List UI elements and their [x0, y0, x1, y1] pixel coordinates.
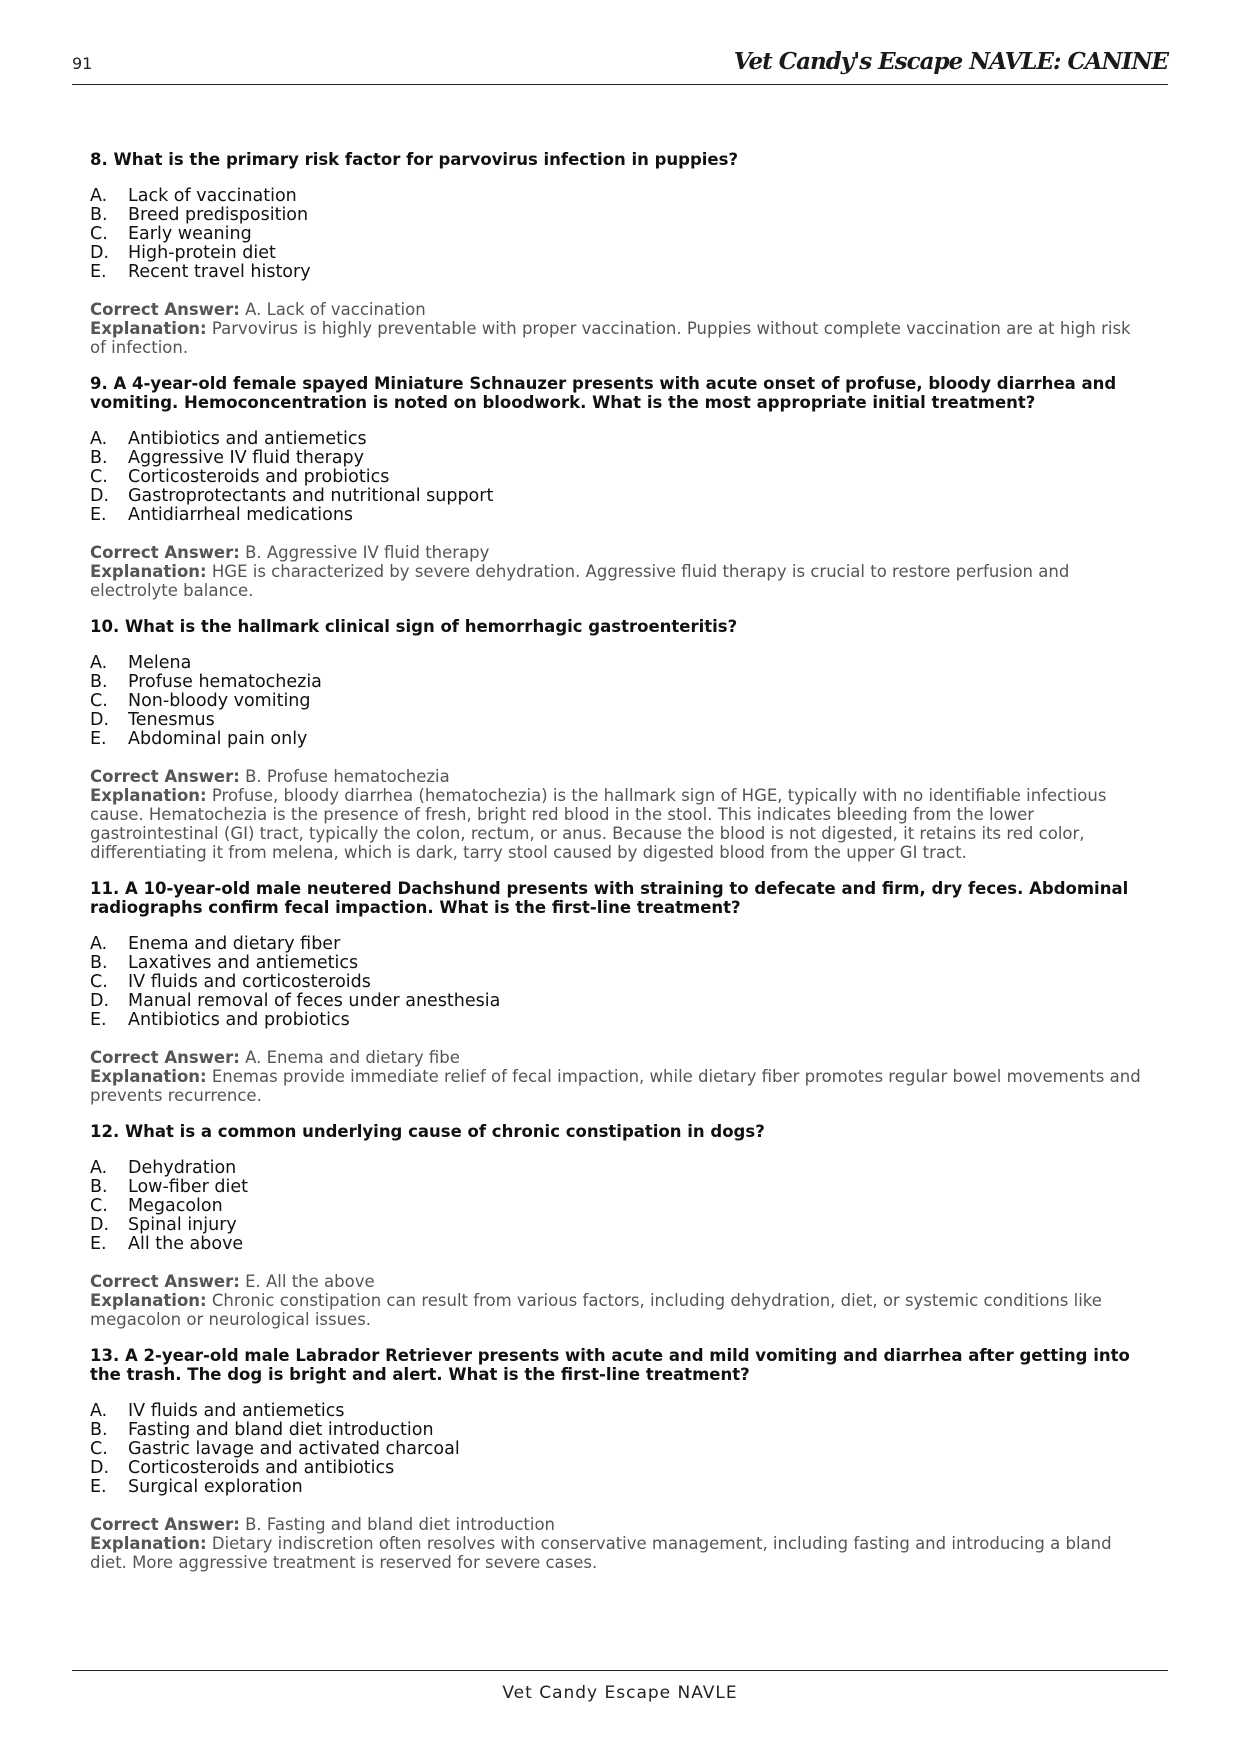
option-letter: A. [90, 934, 108, 954]
option-letter: D. [90, 1458, 110, 1478]
option-letter: C. [90, 1439, 108, 1459]
answer-options [90, 935, 1150, 1030]
explanation-text: HGE is characterized by severe dehydration. Aggressive fluid therapy is crucial to restore perfusion and electrolyte balance. [90, 562, 1070, 600]
option-a [90, 654, 1150, 673]
question-12 [90, 1122, 1150, 1329]
option-letter: D. [90, 991, 110, 1011]
page-header [72, 44, 1168, 85]
option-text: Abdominal pain only [128, 729, 308, 749]
option-text: Breed predisposition [128, 205, 309, 225]
explanation-label: Explanation: [90, 562, 207, 581]
option-letter: E. [90, 1234, 107, 1254]
question-text: 11. A 10-year-old male neutered Dachshund presents with straining to defecate and firm, dry feces. Abdominal radiographs confirm fecal impaction. What is the first-line treatment? [90, 879, 1129, 917]
option-text: Surgical exploration [128, 1477, 303, 1497]
question-11 [90, 879, 1150, 1105]
option-b [90, 449, 1150, 468]
correct-answer [90, 1515, 1150, 1534]
explanation [90, 1067, 1150, 1105]
explanation-text: Parvovirus is highly preventable with proper vaccination. Puppies without complete vaccination are at high risk of infection. [90, 319, 1131, 357]
option-a [90, 1402, 1150, 1421]
option-text: Laxatives and antiemetics [128, 953, 359, 973]
option-d [90, 711, 1150, 730]
question-list [90, 150, 1150, 1589]
option-letter: E. [90, 1477, 107, 1497]
option-d [90, 992, 1150, 1011]
question-text: 10. What is the hallmark clinical sign of hemorrhagic gastroenteritis? [90, 617, 738, 636]
option-text: Antibiotics and antiemetics [128, 429, 367, 449]
option-b [90, 1421, 1150, 1440]
option-text: Aggressive IV fluid therapy [128, 448, 364, 468]
option-letter: A. [90, 186, 108, 206]
option-letter: B. [90, 205, 108, 225]
option-letter: D. [90, 1215, 110, 1235]
page-footer [72, 1670, 1168, 1703]
option-e [90, 1478, 1150, 1497]
option-text: Non-bloody vomiting [128, 691, 311, 711]
answer-options [90, 1159, 1150, 1254]
question-text: 9. A 4-year-old female spayed Miniature Schnauzer presents with acute onset of profuse, bloody diarrhea and vomiting. Hemoconcentration is noted on bloodwork. What is the most appropriate initial treatment? [90, 374, 1117, 412]
answer-options [90, 187, 1150, 282]
correct-answer-label: Correct Answer: [90, 1272, 240, 1291]
option-text: IV fluids and antiemetics [128, 1401, 345, 1421]
option-text: Low-fiber diet [128, 1177, 249, 1197]
explanation-text: Dietary indiscretion often resolves with conservative management, including fasting and introducing a bland diet. More aggressive treatment is reserved for severe cases. [90, 1534, 1112, 1572]
option-letter: B. [90, 1420, 108, 1440]
option-text: Tenesmus [128, 710, 215, 730]
option-a [90, 935, 1150, 954]
correct-answer [90, 1048, 1150, 1067]
option-b [90, 954, 1150, 973]
correct-answer-text: B. Fasting and bland diet introduction [239, 1515, 556, 1534]
option-letter: A. [90, 1158, 108, 1178]
explanation-text: Profuse, bloody diarrhea (hematochezia) is the hallmark sign of HGE, typically with no identifiable infectious cause. Hematochezia is the presence of fresh, bright red blood in the stool. This indicates bleeding from the lower gastrointestinal (GI) tract, typically the colon, rectum, or anus. Because the blood is not digested, it retains its red color, differentiating it from melena, which is dark, tarry stool caused by digested blood from the upper GI tract. [90, 786, 1107, 862]
correct-answer-text: A. Lack of vaccination [239, 300, 426, 319]
option-e [90, 263, 1150, 282]
option-text: All the above [128, 1234, 244, 1254]
correct-answer-label: Correct Answer: [90, 543, 240, 562]
explanation [90, 1291, 1150, 1329]
explanation-text: Chronic constipation can result from various factors, including dehydration, diet, or systemic conditions like megacolon or neurological issues. [90, 1291, 1102, 1329]
option-letter: D. [90, 486, 110, 506]
option-text: Enema and dietary fiber [128, 934, 341, 954]
explanation-label: Explanation: [90, 786, 207, 805]
correct-answer-text: B. Aggressive IV fluid therapy [239, 543, 490, 562]
correct-answer [90, 767, 1150, 786]
option-e [90, 1011, 1150, 1030]
option-letter: A. [90, 429, 108, 449]
option-text: Dehydration [128, 1158, 237, 1178]
question-9 [90, 374, 1150, 600]
option-d [90, 487, 1150, 506]
correct-answer [90, 300, 1150, 319]
option-b [90, 1178, 1150, 1197]
correct-answer-label: Correct Answer: [90, 1515, 240, 1534]
explanation-label: Explanation: [90, 1067, 207, 1086]
question-text: 8. What is the primary risk factor for parvovirus infection in puppies? [90, 150, 739, 169]
correct-answer-label: Correct Answer: [90, 1048, 240, 1067]
option-text: Gastroprotectants and nutritional support [128, 486, 494, 506]
explanation [90, 1534, 1150, 1572]
option-letter: C. [90, 691, 108, 711]
option-c [90, 973, 1150, 992]
option-text: Antidiarrheal medications [128, 505, 354, 525]
option-letter: E. [90, 505, 107, 525]
option-c [90, 1197, 1150, 1216]
correct-answer-text: E. All the above [239, 1272, 375, 1291]
option-a [90, 430, 1150, 449]
answer-options [90, 654, 1150, 749]
option-a [90, 1159, 1150, 1178]
question-8 [90, 150, 1150, 357]
option-text: Spinal injury [128, 1215, 237, 1235]
option-text: Gastric lavage and activated charcoal [128, 1439, 460, 1459]
explanation-label: Explanation: [90, 319, 207, 338]
option-text: IV fluids and corticosteroids [128, 972, 371, 992]
answer-options [90, 430, 1150, 525]
explanation [90, 786, 1150, 862]
option-letter: A. [90, 653, 108, 673]
option-text: Manual removal of feces under anesthesia [128, 991, 501, 1011]
correct-answer-label: Correct Answer: [90, 767, 240, 786]
option-letter: E. [90, 1010, 107, 1030]
correct-answer [90, 1272, 1150, 1291]
option-letter: C. [90, 1196, 108, 1216]
option-c [90, 1440, 1150, 1459]
question-13 [90, 1346, 1150, 1572]
option-text: Early weaning [128, 224, 252, 244]
option-letter: B. [90, 1177, 108, 1197]
question-10 [90, 617, 1150, 862]
footer-text: Vet Candy Escape NAVLE [502, 1683, 738, 1703]
option-c [90, 692, 1150, 711]
answer-options [90, 1402, 1150, 1497]
option-e [90, 506, 1150, 525]
option-text: Profuse hematochezia [128, 672, 322, 692]
option-letter: E. [90, 729, 107, 749]
option-text: Fasting and bland diet introduction [128, 1420, 434, 1440]
option-d [90, 1216, 1150, 1235]
correct-answer-text: A. Enema and dietary fibe [239, 1048, 460, 1067]
page-number: 91 [72, 54, 93, 73]
correct-answer-text: B. Profuse hematochezia [239, 767, 450, 786]
option-letter: D. [90, 710, 110, 730]
explanation [90, 319, 1150, 357]
option-d [90, 1459, 1150, 1478]
option-text: Corticosteroids and antibiotics [128, 1458, 395, 1478]
option-text: Lack of vaccination [128, 186, 297, 206]
question-text: 13. A 2-year-old male Labrador Retriever presents with acute and mild vomiting and diarrhea after getting into the trash. The dog is bright and alert. What is the first-line treatment? [90, 1346, 1130, 1384]
option-letter: B. [90, 448, 108, 468]
explanation [90, 562, 1150, 600]
option-text: Megacolon [128, 1196, 223, 1216]
option-text: Antibiotics and probiotics [128, 1010, 350, 1030]
correct-answer [90, 543, 1150, 562]
option-c [90, 225, 1150, 244]
correct-answer-label: Correct Answer: [90, 300, 240, 319]
option-letter: C. [90, 467, 108, 487]
option-letter: C. [90, 972, 108, 992]
option-letter: B. [90, 953, 108, 973]
option-letter: B. [90, 672, 108, 692]
option-d [90, 244, 1150, 263]
option-text: Corticosteroids and probiotics [128, 467, 390, 487]
option-e [90, 1235, 1150, 1254]
book-title: Vet Candy's Escape NAVLE: CANINE [733, 48, 1168, 75]
explanation-label: Explanation: [90, 1534, 207, 1553]
option-e [90, 730, 1150, 749]
option-letter: C. [90, 224, 108, 244]
explanation-text: Enemas provide immediate relief of fecal impaction, while dietary fiber promotes regular bowel movements and prevents recurrence. [90, 1067, 1141, 1105]
option-text: Recent travel history [128, 262, 311, 282]
option-c [90, 468, 1150, 487]
option-b [90, 673, 1150, 692]
question-text: 12. What is a common underlying cause of chronic constipation in dogs? [90, 1122, 765, 1141]
explanation-label: Explanation: [90, 1291, 207, 1310]
option-letter: E. [90, 262, 107, 282]
option-text: High-protein diet [128, 243, 276, 263]
option-letter: A. [90, 1401, 108, 1421]
option-text: Melena [128, 653, 192, 673]
option-a [90, 187, 1150, 206]
option-b [90, 206, 1150, 225]
option-letter: D. [90, 243, 110, 263]
